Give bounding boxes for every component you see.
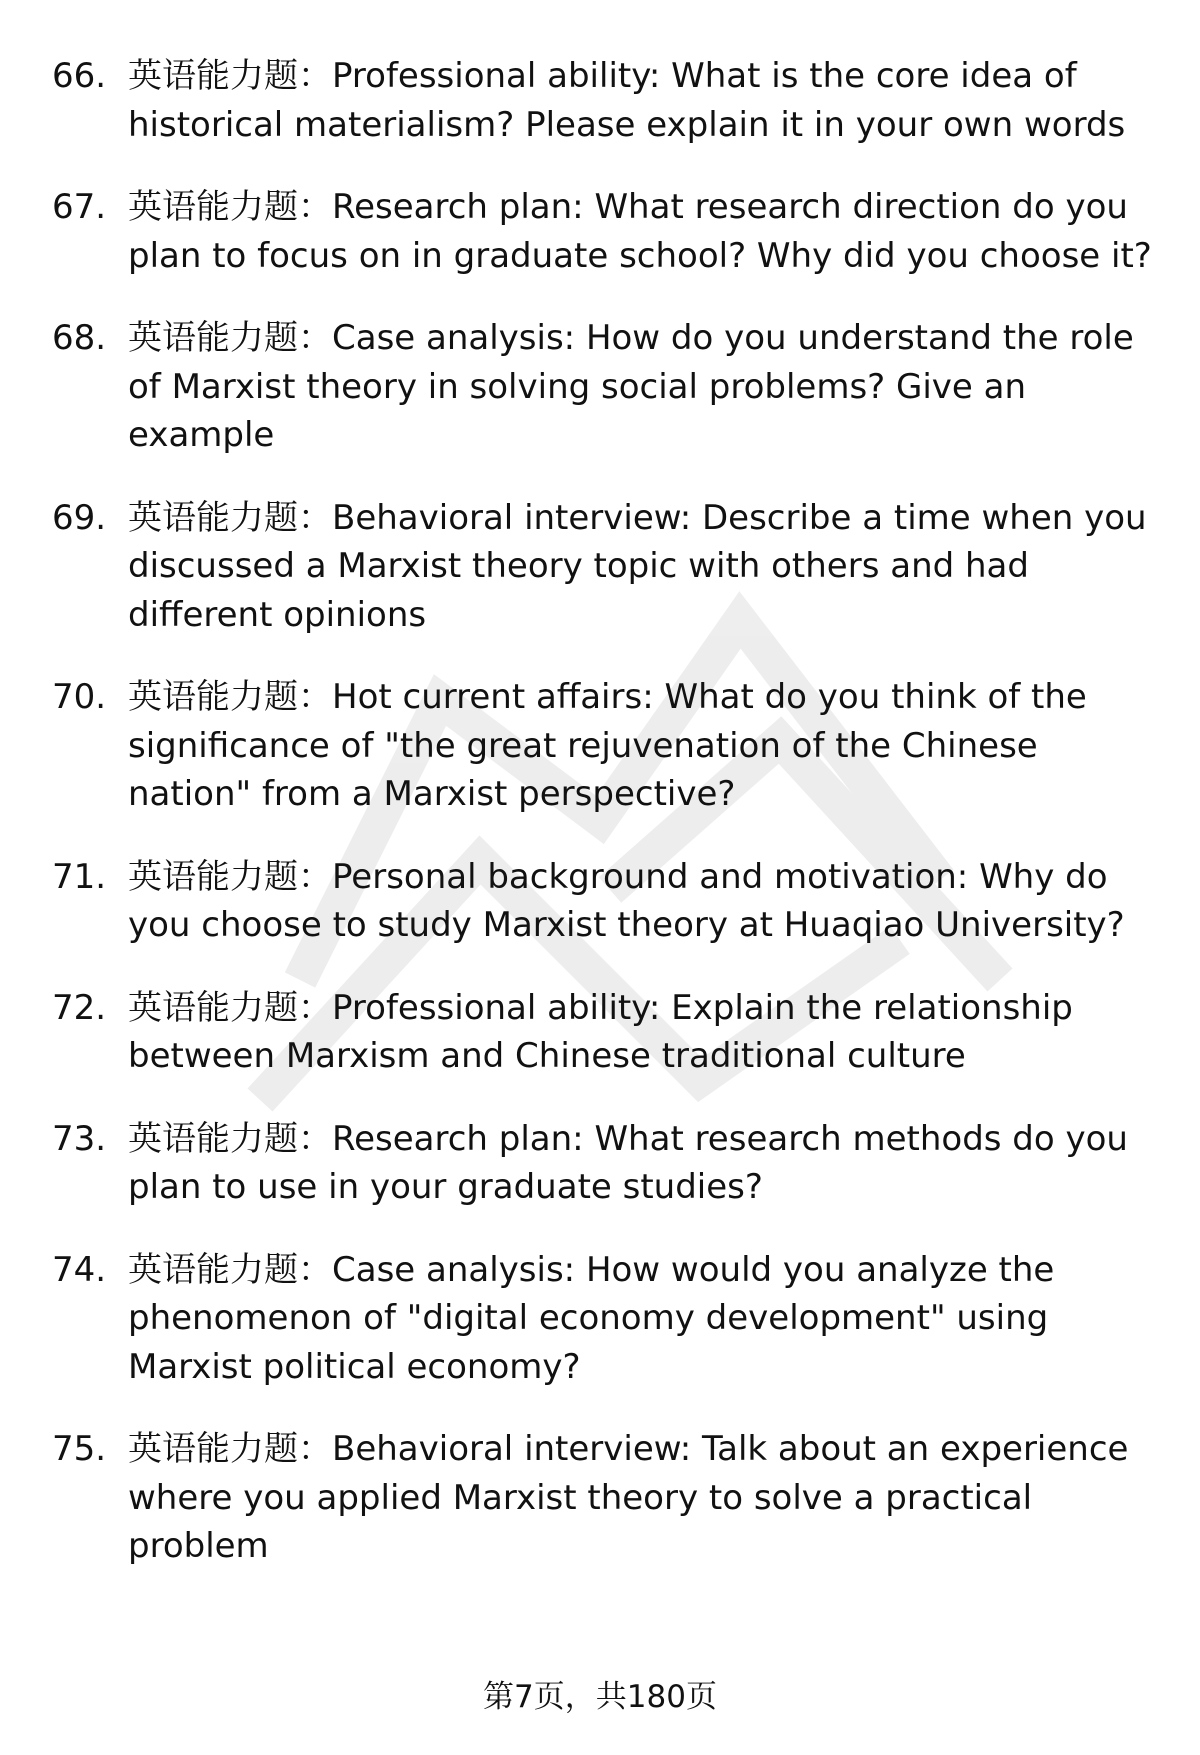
question-body [128, 673, 1162, 819]
question-tag: 英语能力题： [128, 318, 332, 358]
question-number: 66. [52, 56, 107, 96]
question-item [52, 673, 1162, 819]
question-item [52, 1115, 1162, 1212]
question-body [128, 1425, 1162, 1571]
question-text: Behavioral interview: Talk about an experience where you applied Marxist theory to solve a practical problem [128, 1429, 1129, 1566]
question-item [52, 52, 1162, 149]
question-number: 69. [52, 497, 107, 538]
question-text: Hot current affairs: What do you think of the significance of "the great rejuvenation of the Chinese nation" from a Marxist perspective? [128, 677, 1087, 814]
question-tag: 英语能力题： [128, 1249, 332, 1290]
question-body [128, 1246, 1162, 1392]
question-tag: 英语能力题： [128, 1118, 332, 1159]
question-body [128, 314, 1162, 460]
question-text: Case analysis: How do you understand the role of Marxist theory in solving social problems? Give an example [128, 318, 1134, 455]
question-item [52, 1425, 1162, 1571]
question-body [128, 1115, 1162, 1212]
question-item [52, 1246, 1162, 1392]
question-body [128, 984, 1162, 1081]
question-item [52, 183, 1162, 280]
question-body [128, 853, 1162, 950]
question-item [52, 314, 1162, 460]
question-tag: 英语能力题： [128, 56, 332, 96]
question-body [128, 52, 1162, 149]
question-number: 75. [52, 1429, 107, 1469]
question-tag: 英语能力题： [128, 497, 332, 538]
question-number: 74. [52, 1249, 107, 1290]
question-item [52, 853, 1162, 950]
question-number: 70. [52, 677, 107, 717]
question-number: 68. [52, 318, 107, 358]
question-text: Personal background and motivation: Why do you choose to study Marxist theory at Huaqiao University? [128, 856, 1125, 945]
question-number: 72. [52, 987, 107, 1028]
question-item [52, 494, 1162, 640]
question-item [52, 984, 1162, 1081]
question-body [128, 494, 1162, 640]
question-text: Research plan: What research direction do you plan to focus on in graduate school? Why did you choose it? [128, 187, 1152, 276]
question-number: 73. [52, 1118, 107, 1159]
question-text: Professional ability: What is the core idea of historical materialism? Please explain it in your own words [128, 56, 1126, 145]
question-body [128, 183, 1162, 280]
question-text: Professional ability: Explain the relationship between Marxism and Chinese traditional culture [128, 987, 1073, 1076]
question-tag: 英语能力题： [128, 677, 332, 717]
question-tag: 英语能力题： [128, 187, 332, 227]
question-number: 71. [52, 856, 107, 897]
question-number: 67. [52, 187, 107, 227]
question-text: Research plan: What research methods do you plan to use in your graduate studies? [128, 1118, 1128, 1207]
question-list [52, 52, 1162, 1605]
question-tag: 英语能力题： [128, 987, 332, 1028]
question-tag: 英语能力题： [128, 1429, 332, 1469]
question-text: Case analysis: How would you analyze the phenomenon of "digital economy development" using Marxist political economy? [128, 1249, 1055, 1387]
question-text: Behavioral interview: Describe a time when you discussed a Marxist theory topic with others and had different opinions [128, 497, 1147, 635]
page-number-footer: 第7页，共180页 [483, 1679, 717, 1715]
question-tag: 英语能力题： [128, 856, 332, 897]
